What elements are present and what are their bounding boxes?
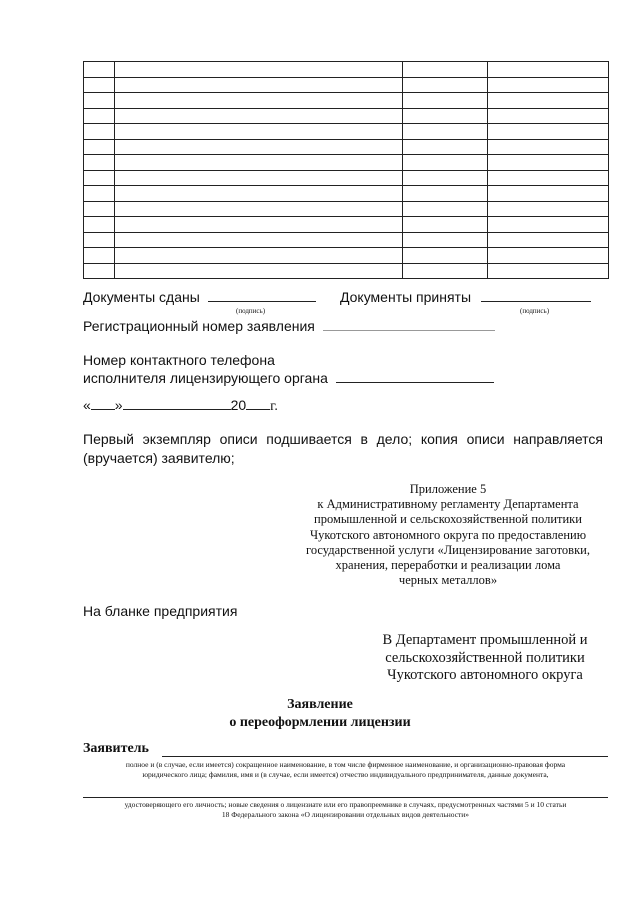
table-cell[interactable] <box>115 170 403 186</box>
appendix-line: черных металлов» <box>398 573 498 588</box>
table-cell[interactable] <box>403 217 488 233</box>
table-cell[interactable] <box>488 217 609 233</box>
applicant-hint1: полное и (в случае, если имеется) сокращенное наименование, в том числе фирменное наименование, и организационно-правовая форма <box>125 760 566 769</box>
table-cell[interactable] <box>403 263 488 279</box>
docs-submitted-signature-caption: (подпись) <box>236 307 266 315</box>
docs-accepted-signature-caption: (подпись) <box>520 307 550 315</box>
recipient-line: Чукотского автономного округа <box>387 667 583 683</box>
recipient-block <box>360 632 610 685</box>
docs-accepted-label: Документы приняты <box>340 289 472 305</box>
inventory-table <box>83 61 609 279</box>
recipient-line: В Департамент промышленной и <box>382 632 588 648</box>
table-row <box>84 155 609 171</box>
date-close-quote: » <box>114 397 123 413</box>
docs-submitted-signature-line[interactable] <box>208 300 316 302</box>
date-year-prefix: 20 <box>230 397 247 413</box>
docs-accepted <box>340 289 591 305</box>
letterhead-note: На бланке предприятия <box>83 603 238 619</box>
contact-phone <box>83 351 494 387</box>
recipient-line: сельскохозяйственной политики <box>385 649 585 666</box>
table-row <box>84 263 609 279</box>
table-cell[interactable] <box>115 77 403 93</box>
table-cell[interactable] <box>403 139 488 155</box>
applicant-hint3: удостоверяющего его личность; новые сведения о лицензиате или его правопреемнике в случаях, предусмотренных частями 5 и 10 статьи <box>124 800 567 809</box>
table-cell[interactable] <box>403 170 488 186</box>
table-cell[interactable] <box>115 232 403 248</box>
table-cell[interactable] <box>84 232 115 248</box>
table-cell[interactable] <box>115 108 403 124</box>
reg-number-field[interactable] <box>323 329 495 331</box>
table-row <box>84 201 609 217</box>
docs-submitted-label: Документы сданы <box>83 289 200 305</box>
table-cell[interactable] <box>403 232 488 248</box>
table-cell[interactable] <box>403 108 488 124</box>
table-cell[interactable] <box>84 62 115 78</box>
table-cell[interactable] <box>84 124 115 140</box>
table-cell[interactable] <box>488 77 609 93</box>
reg-number <box>83 318 495 334</box>
contact-phone-line1: Номер контактного телефона <box>83 352 275 368</box>
table-cell[interactable] <box>84 170 115 186</box>
title-line1: Заявление <box>287 697 353 712</box>
date-day-field[interactable] <box>91 408 115 410</box>
table-cell[interactable] <box>115 263 403 279</box>
table-cell[interactable] <box>84 186 115 202</box>
document-title <box>200 696 440 732</box>
applicant-hint4: 18 Федерального закона «О лицензировании отдельных видов деятельности» <box>221 810 470 819</box>
table-cell[interactable] <box>403 124 488 140</box>
applicant-field[interactable] <box>162 756 608 757</box>
contact-phone-line2: исполнителя лицензирующего органа <box>83 370 328 386</box>
table-cell[interactable] <box>84 263 115 279</box>
table-cell[interactable] <box>488 232 609 248</box>
table-cell[interactable] <box>115 139 403 155</box>
contact-phone-field[interactable] <box>336 381 494 383</box>
table-cell[interactable] <box>488 62 609 78</box>
table-cell[interactable] <box>488 139 609 155</box>
date-year-field[interactable] <box>246 408 270 410</box>
date-month-field[interactable] <box>123 408 231 410</box>
table-cell[interactable] <box>84 77 115 93</box>
table-cell[interactable] <box>84 201 115 217</box>
table-cell[interactable] <box>488 170 609 186</box>
applicant-field-2[interactable] <box>83 797 608 798</box>
table-cell[interactable] <box>115 124 403 140</box>
table-cell[interactable] <box>84 217 115 233</box>
table-row <box>84 108 609 124</box>
date-year-suffix: г. <box>270 399 278 414</box>
table-cell[interactable] <box>84 108 115 124</box>
table-row <box>84 186 609 202</box>
docs-accepted-signature-line[interactable] <box>481 300 591 302</box>
table-cell[interactable] <box>115 186 403 202</box>
title-line2: о переоформлении лицензии <box>229 715 411 730</box>
reg-number-label: Регистрационный номер заявления <box>83 318 315 334</box>
docs-submitted <box>83 289 316 305</box>
table-cell[interactable] <box>115 62 403 78</box>
date-open-quote: « <box>83 397 91 413</box>
table-row <box>84 77 609 93</box>
applicant-label: Заявитель <box>83 741 149 756</box>
table-cell[interactable] <box>488 93 609 109</box>
table-cell[interactable] <box>403 155 488 171</box>
table-cell[interactable] <box>403 93 488 109</box>
date-line <box>83 397 278 415</box>
table-row <box>84 139 609 155</box>
table-cell[interactable] <box>403 77 488 93</box>
table-row <box>84 217 609 233</box>
table-cell[interactable] <box>115 201 403 217</box>
table-cell[interactable] <box>403 248 488 264</box>
table-row <box>84 248 609 264</box>
appendix-line: Приложение 5 <box>409 482 487 496</box>
table-cell[interactable] <box>488 155 609 171</box>
table-cell[interactable] <box>488 248 609 264</box>
table-cell[interactable] <box>84 139 115 155</box>
table-cell[interactable] <box>84 155 115 171</box>
table-cell[interactable] <box>84 248 115 264</box>
table-cell[interactable] <box>84 93 115 109</box>
table-cell[interactable] <box>115 248 403 264</box>
applicant-hint2: юридического лица; фамилия, имя и (в случае, если имеется) отчество индивидуального предпринимателя, данные документа, <box>142 770 549 779</box>
table-row <box>84 93 609 109</box>
table-cell[interactable] <box>488 201 609 217</box>
appendix-line: государственной услуги «Лицензирование заготовки, <box>306 542 590 557</box>
table-cell[interactable] <box>488 124 609 140</box>
table-cell[interactable] <box>403 201 488 217</box>
table-cell[interactable] <box>115 155 403 171</box>
table-cell[interactable] <box>488 186 609 202</box>
table-cell[interactable] <box>403 186 488 202</box>
table-row <box>84 124 609 140</box>
table-cell[interactable] <box>115 93 403 109</box>
appendix-line: хранения, переработки и реализации лома <box>335 558 561 573</box>
table-row <box>84 170 609 186</box>
table-cell[interactable] <box>488 263 609 279</box>
note-paragraph: Первый экземпляр описи подшивается в дело; копия описи направляется (вручается) заявителю; <box>83 431 603 466</box>
table-row <box>84 232 609 248</box>
appendix-line: Чукотского автономного округа по предоставлению <box>309 527 587 542</box>
appendix-block <box>290 482 606 588</box>
table-cell[interactable] <box>115 217 403 233</box>
appendix-line: к Административному регламенту Департамента <box>317 497 579 512</box>
appendix-line: промышленной и сельскохозяйственной политики <box>314 512 582 527</box>
table-cell[interactable] <box>488 108 609 124</box>
table-cell[interactable] <box>403 62 488 78</box>
table-row <box>84 62 609 78</box>
